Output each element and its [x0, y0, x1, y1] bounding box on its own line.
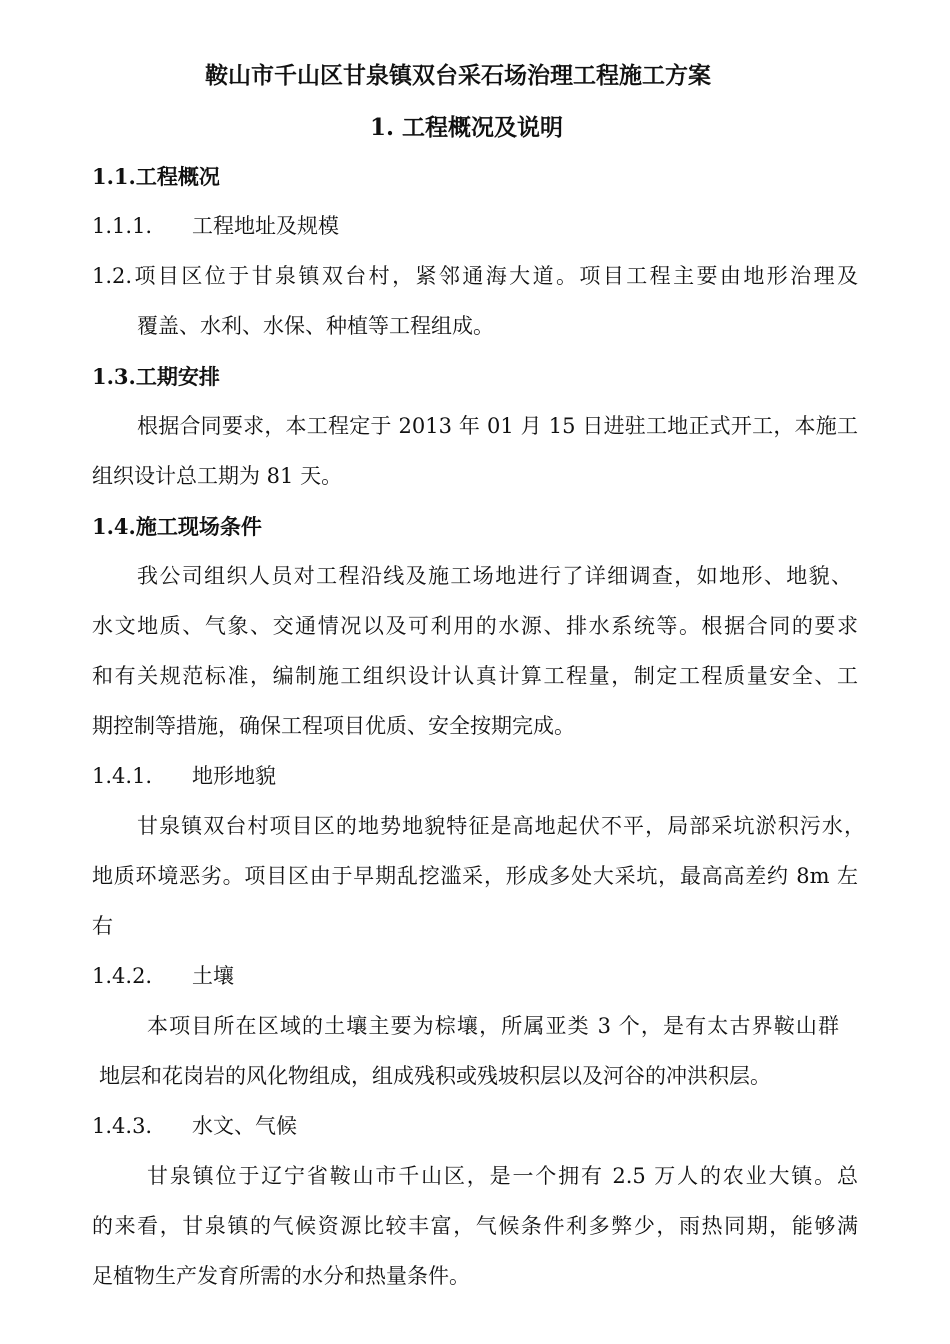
climate-paragraph-line-3: 足植物生产发育所需的水分和热量条件。 — [92, 1264, 470, 1288]
subsection-heading-1-1-1 — [92, 216, 339, 237]
climate-paragraph-line-2: 的来看，甘泉镇的气候资源比较丰富，气候条件利多弊少，雨热同期，能够满 — [92, 1214, 858, 1238]
subsection-label: 地形地貌 — [192, 764, 276, 788]
subsection-label: 工程地址及规模 — [192, 214, 339, 238]
subsection-number: 1.4.1. — [92, 764, 153, 788]
section-heading-1-3: 1.3.工期安排 — [92, 364, 220, 389]
terrain-paragraph-line-2: 地质环境恶劣。项目区由于早期乱挖滥采，形成多处大采坑，最高高差约 8m 左 — [92, 864, 858, 888]
terrain-paragraph-line-3: 右 — [92, 914, 113, 938]
section-heading-1-4: 1.4.施工现场条件 — [92, 514, 262, 539]
subsection-heading-1-4-3 — [92, 1116, 297, 1137]
soil-paragraph-line-2: 地层和花岗岩的风化物组成，组成残积或残坡积层以及河谷的冲洪积层。 — [99, 1064, 771, 1088]
subsection-label: 土壤 — [192, 964, 234, 988]
subsection-heading-1-4-2 — [92, 966, 234, 987]
climate-paragraph-line-1: 甘泉镇位于辽宁省鞍山市千山区，是一个拥有 2.5 万人的农业大镇。总 — [147, 1164, 858, 1188]
section-1-2-line-1: 1.2.项目区位于甘泉镇双台村，紧邻通海大道。项目工程主要由地形治理及 — [92, 264, 858, 288]
chapter-heading: 1. 工程概况及说明 — [370, 114, 564, 141]
document-title: 鞍山市千山区甘泉镇双台采石场治理工程施工方案 — [205, 62, 711, 89]
subsection-heading-1-4-1 — [92, 766, 276, 787]
subsection-number: 1.1.1. — [92, 214, 153, 238]
terrain-paragraph-line-1: 甘泉镇双台村项目区的地势地貌特征是高地起伏不平，局部采坑淤积污水， — [137, 814, 865, 838]
site-paragraph-line-2: 水文地质、气象、交通情况以及可利用的水源、排水系统等。根据合同的要求 — [92, 614, 858, 638]
subsection-label: 水文、气候 — [192, 1114, 297, 1138]
site-paragraph-line-3: 和有关规范标准，编制施工组织设计认真计算工程量，制定工程质量安全、工 — [92, 664, 858, 688]
soil-paragraph-line-1: 本项目所在区域的土壤主要为棕壤，所属亚类 3 个，是有太古界鞍山群 — [147, 1014, 839, 1038]
subsection-number: 1.4.2. — [92, 964, 153, 988]
site-paragraph-line-4: 期控制等措施，确保工程项目优质、安全按期完成。 — [92, 714, 575, 738]
section-1-2-line-2: 覆盖、水利、水保、种植等工程组成。 — [137, 314, 494, 338]
site-paragraph-line-1: 我公司组织人员对工程沿线及施工场地进行了详细调查，如地形、地貌、 — [137, 564, 852, 588]
subsection-number: 1.4.3. — [92, 1114, 153, 1138]
schedule-paragraph-line-2: 组织设计总工期为 81 天。 — [92, 464, 343, 488]
section-heading-1-1: 1.1.工程概况 — [92, 164, 220, 189]
schedule-paragraph-line-1: 根据合同要求，本工程定于 2013 年 01 月 15 日进驻工地正式开工，本施工 — [137, 414, 858, 438]
